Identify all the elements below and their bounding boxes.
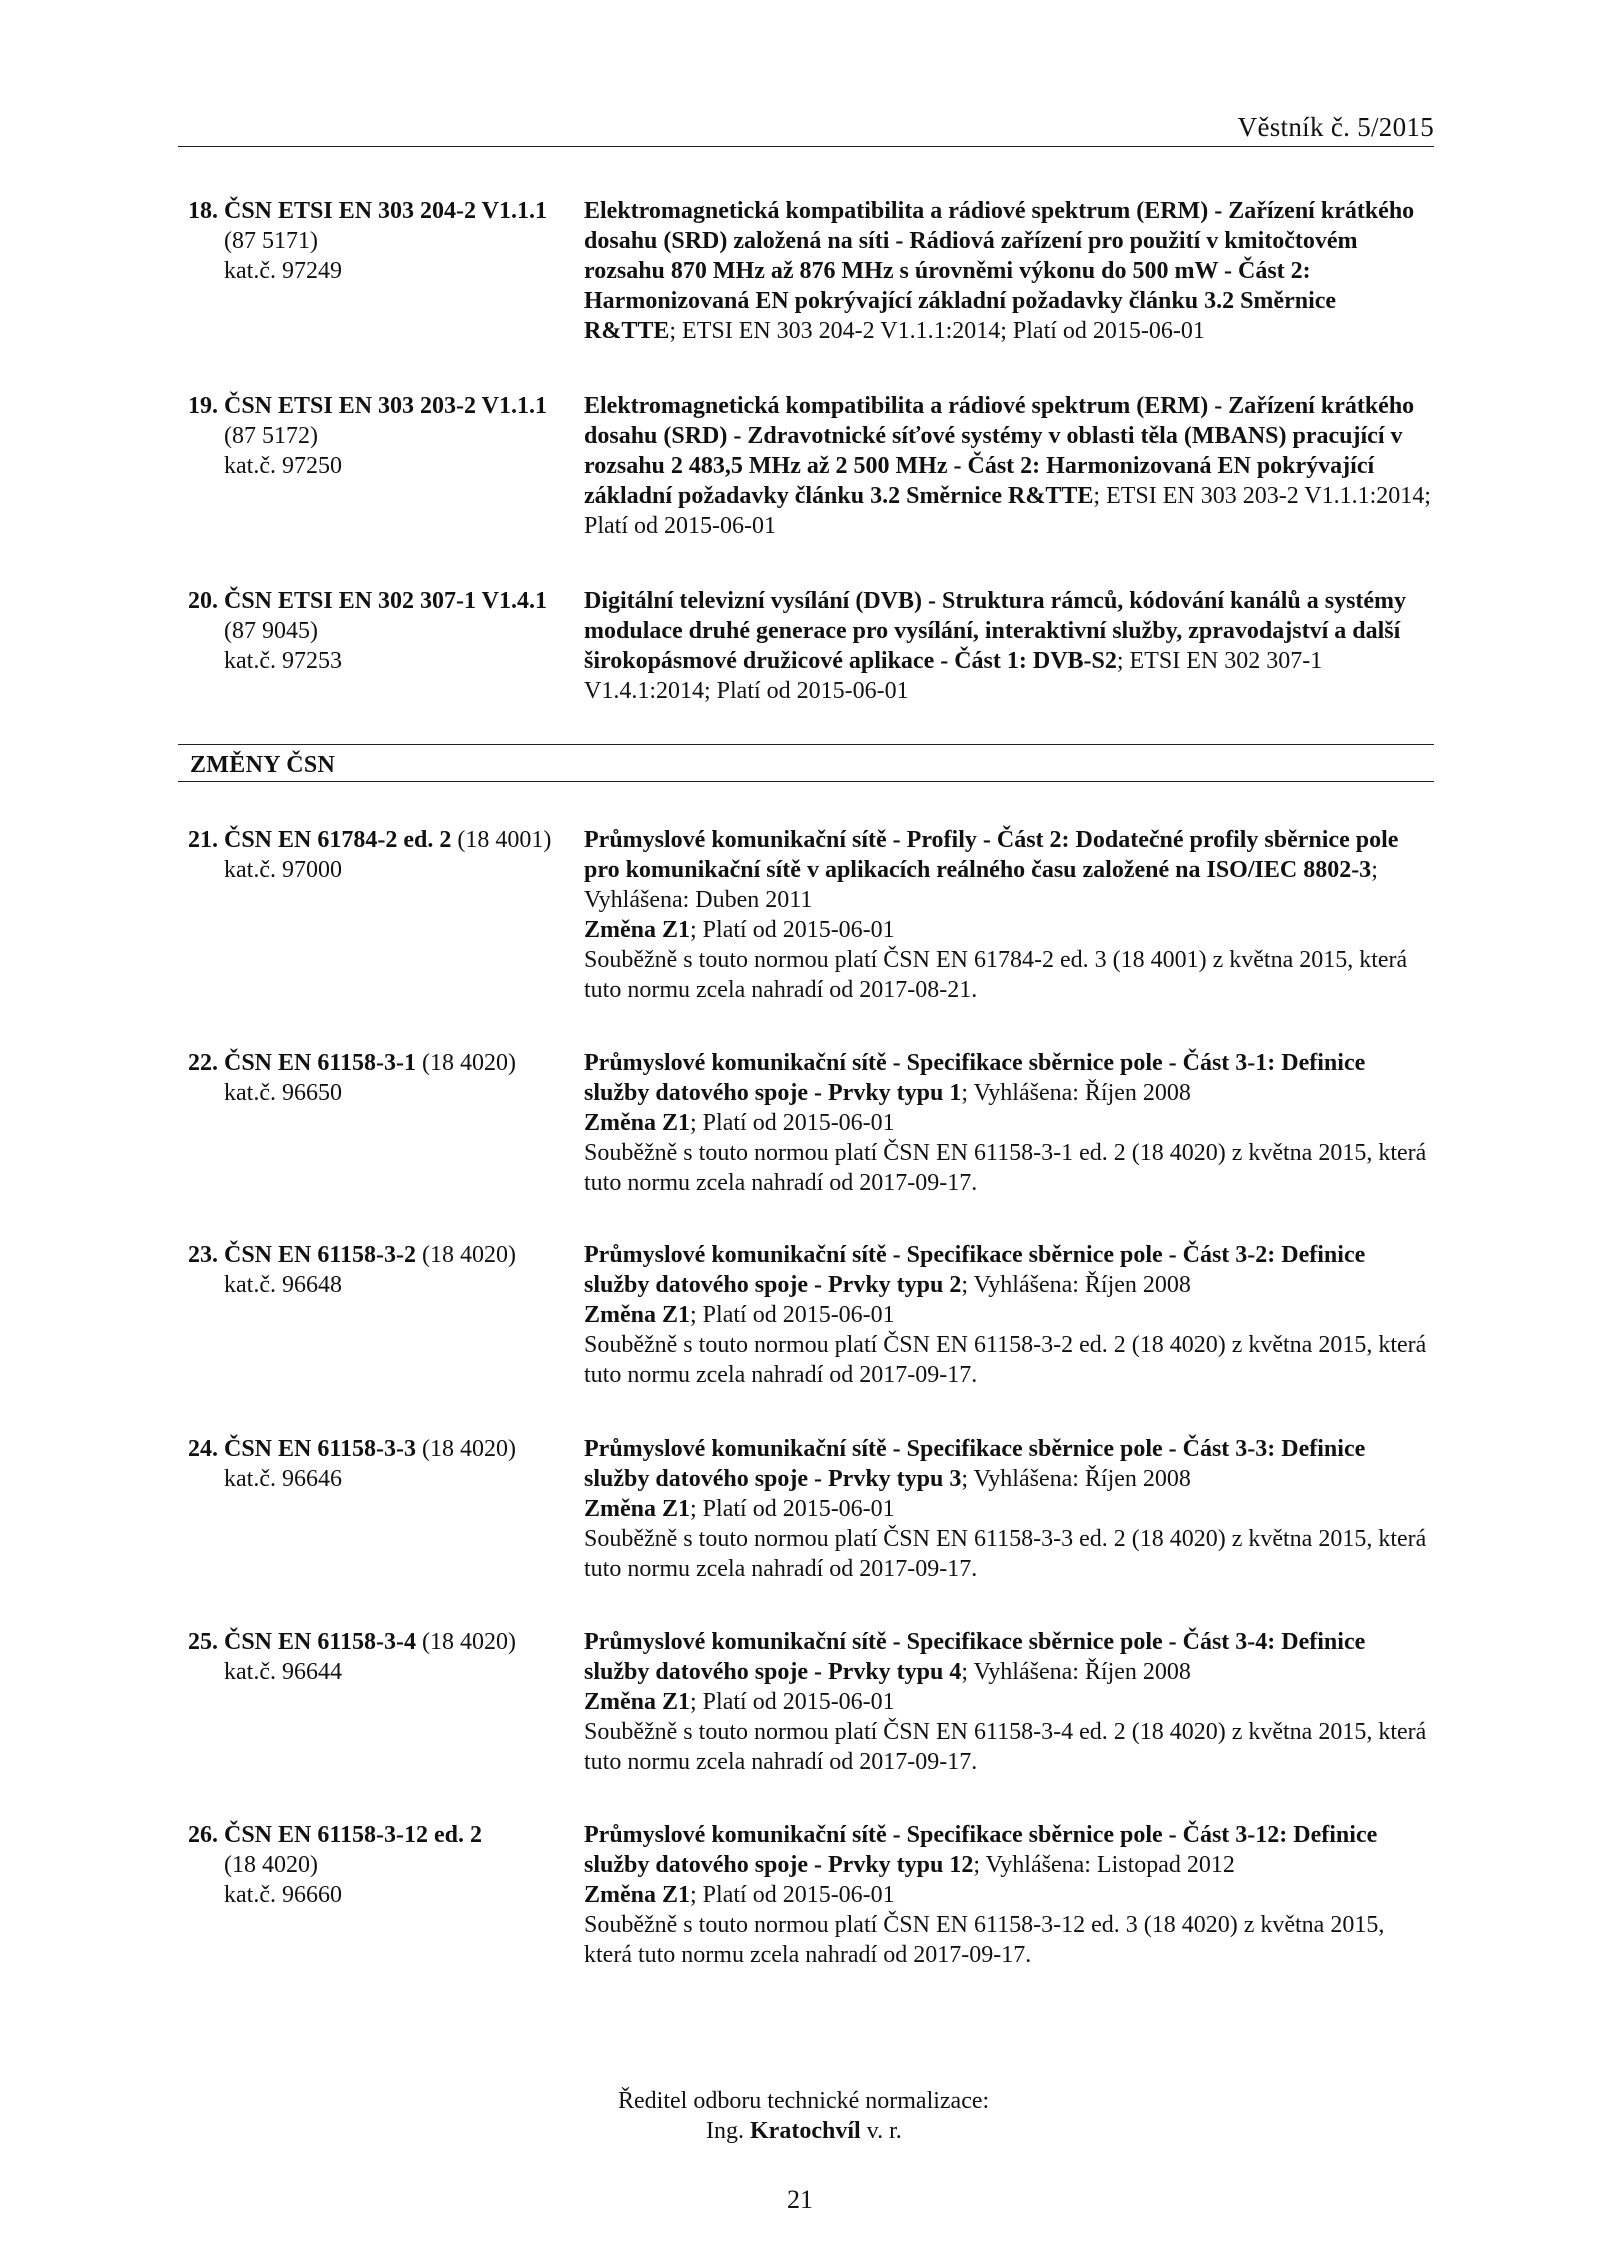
entry-description — [584, 196, 1434, 346]
entry-identifier — [188, 196, 588, 286]
catalog-number: kat.č. 96660 — [224, 1882, 342, 1908]
catalog-number: kat.č. 97000 — [224, 857, 342, 883]
valid-from: ; Platí od 2015-06-01 — [690, 1302, 895, 1328]
catalog-number: kat.č. 96644 — [224, 1659, 342, 1685]
entry-number: 20. — [188, 588, 218, 614]
entry-identifier — [188, 391, 588, 481]
catalog-number: kat.č. 96648 — [224, 1272, 342, 1298]
entry-description — [584, 1627, 1434, 1777]
change-label: Změna Z1 — [584, 1496, 691, 1522]
class-number: (18 4020) — [224, 1852, 318, 1878]
catalog-number: kat.č. 97249 — [224, 258, 342, 284]
entry-number: 22. — [188, 1050, 218, 1076]
entry-description — [584, 586, 1434, 706]
standard-title: Digitální televizní vysílání (DVB) - Struktura rámců, kódování kanálů a systémy modulace druhé generace pro vysílání, interaktivní služby, zpravodajství a další širokopásmové družicové aplikace - Část 1: DVB-S2 — [584, 588, 1407, 674]
standard-title: Elektromagnetická kompatibilita a rádiové spektrum (ERM) - Zařízení krátkého dosahu (SRD) založená na síti - Rádiová zařízení pro použití v kmitočtovém rozsahu 870 MHz až 876 MHz s úrovněmi výkonu do 500 mW - Část 2: Harmonizovaná EN pokrývající základní požadavky článku 3.2 Směrnice R&TTE — [584, 198, 1415, 344]
standard-details: ; ETSI EN 302 307-1 V1.4.1:2014; Platí od 2015-06-01 — [584, 648, 1323, 704]
replacement-note: Souběžně s touto normou platí ČSN EN 61158-3-2 ed. 2 (18 4020) z května 2015, která tuto normu zcela nahradí od 2017-09-17. — [584, 1332, 1427, 1388]
standard-title: Průmyslové komunikační sítě - Specifikace sběrnice pole - Část 3-1: Definice služby datového spoje - Prvky typu 1 — [584, 1050, 1366, 1106]
entry-description — [584, 1240, 1434, 1390]
journal-issue-title: Věstník č. 5/2015 — [1237, 112, 1434, 142]
announcement-date: ; Vyhlášena: Listopad 2012 — [973, 1852, 1235, 1878]
standard-code: ČSN EN 61158-3-1 — [224, 1050, 417, 1076]
standard-details: ; ETSI EN 303 204-2 V1.1.1:2014; Platí od 2015-06-01 — [669, 318, 1205, 344]
entry-number: 18. — [188, 198, 218, 224]
signatory-name-line — [618, 2116, 1118, 2146]
entry-description — [584, 391, 1434, 541]
entry-identifier — [188, 1434, 588, 1494]
valid-from: ; Platí od 2015-06-01 — [690, 1689, 895, 1715]
standard-code: ČSN EN 61158-3-12 ed. 2 — [224, 1822, 483, 1848]
change-label: Změna Z1 — [584, 1302, 691, 1328]
entry-number: 21. — [188, 827, 218, 853]
standard-code: ČSN EN 61784-2 ed. 2 — [224, 827, 452, 853]
entry-number: 23. — [188, 1242, 218, 1268]
standard-title: Průmyslové komunikační sítě - Specifikace sběrnice pole - Část 3-12: Definice služby datového spoje - Prvky typu 12 — [584, 1822, 1378, 1878]
signatory-suffix: v. r. — [860, 2118, 902, 2144]
announcement-date: ; Vyhlášena: Říjen 2008 — [961, 1466, 1191, 1492]
entry-identifier — [188, 1240, 588, 1300]
entry-description — [584, 1434, 1434, 1584]
class-number: (18 4001) — [457, 827, 552, 853]
valid-from: ; Platí od 2015-06-01 — [690, 1110, 895, 1136]
signatory-name: Kratochvíl — [750, 2118, 861, 2144]
replacement-note: Souběžně s touto normou platí ČSN EN 61158-3-12 ed. 3 (18 4020) z května 2015, která tuto normu zcela nahradí od 2017-09-17. — [584, 1912, 1385, 1968]
valid-from: ; Platí od 2015-06-01 — [690, 1882, 895, 1908]
announcement-date: ; Vyhlášena: Říjen 2008 — [961, 1272, 1191, 1298]
entry-description — [584, 825, 1434, 1005]
standard-title: Elektromagnetická kompatibilita a rádiové spektrum (ERM) - Zařízení krátkého dosahu (SRD) - Zdravotnické síťové systémy v oblasti těla (MBANS) pracující v rozsahu 2 483,5 MHz až 2 500 MHz - Část 2: Harmonizovaná EN pokrývající základní požadavky článku 3.2 Směrnice R&TTE — [584, 393, 1415, 509]
standard-code: ČSN ETSI EN 303 204-2 V1.1.1 — [224, 198, 547, 224]
standard-title: Průmyslové komunikační sítě - Specifikace sběrnice pole - Část 3-3: Definice služby datového spoje - Prvky typu 3 — [584, 1436, 1366, 1492]
entry-number: 26. — [188, 1822, 218, 1848]
replacement-note: Souběžně s touto normou platí ČSN EN 61158-3-1 ed. 2 (18 4020) z května 2015, která tuto normu zcela nahradí od 2017-09-17. — [584, 1140, 1427, 1196]
entry-identifier — [188, 1627, 588, 1687]
entry-description — [584, 1048, 1434, 1198]
standard-code: ČSN EN 61158-3-2 — [224, 1242, 417, 1268]
standard-code: ČSN EN 61158-3-3 — [224, 1436, 417, 1462]
class-number: (87 5172) — [224, 423, 318, 449]
replacement-note: Souběžně s touto normou platí ČSN EN 61158-3-4 ed. 2 (18 4020) z května 2015, která tuto normu zcela nahradí od 2017-09-17. — [584, 1719, 1427, 1775]
signature-block — [618, 2086, 1118, 2146]
change-label: Změna Z1 — [584, 1689, 691, 1715]
class-number: (18 4020) — [422, 1629, 516, 1655]
class-number: (87 5171) — [224, 228, 318, 254]
section-header — [178, 744, 1434, 782]
standard-code: ČSN EN 61158-3-4 — [224, 1629, 417, 1655]
valid-from: ; Platí od 2015-06-01 — [690, 1496, 895, 1522]
standard-code: ČSN ETSI EN 303 203-2 V1.1.1 — [224, 393, 547, 419]
announcement-date: ; Vyhlášena: Duben 2011 — [584, 857, 1378, 913]
standard-title: Průmyslové komunikační sítě - Specifikace sběrnice pole - Část 3-4: Definice služby datového spoje - Prvky typu 4 — [584, 1629, 1366, 1685]
change-label: Změna Z1 — [584, 1110, 691, 1136]
catalog-number: kat.č. 97250 — [224, 453, 342, 479]
entry-identifier — [188, 586, 588, 676]
standard-code: ČSN ETSI EN 302 307-1 V1.4.1 — [224, 588, 547, 614]
catalog-number: kat.č. 96650 — [224, 1080, 342, 1106]
class-number: (18 4020) — [422, 1050, 516, 1076]
class-number: (18 4020) — [422, 1436, 516, 1462]
entry-identifier — [188, 1820, 588, 1910]
entry-identifier — [188, 825, 588, 885]
section-title: ZMĚNY ČSN — [190, 752, 336, 778]
page-number: 21 — [787, 2185, 813, 2214]
replacement-note: Souběžně s touto normou platí ČSN EN 61158-3-3 ed. 2 (18 4020) z května 2015, která tuto normu zcela nahradí od 2017-09-17. — [584, 1526, 1427, 1582]
announcement-date: ; Vyhlášena: Říjen 2008 — [961, 1659, 1191, 1685]
class-number: (18 4020) — [422, 1242, 516, 1268]
standard-details: ; ETSI EN 303 203-2 V1.1.1:2014; Platí od 2015-06-01 — [584, 483, 1431, 539]
change-label: Změna Z1 — [584, 1882, 691, 1908]
class-number: (87 9045) — [224, 618, 318, 644]
entry-description — [584, 1820, 1434, 1970]
entry-identifier — [188, 1048, 588, 1108]
signatory-title: Ing. — [706, 2118, 750, 2144]
change-label: Změna Z1 — [584, 917, 691, 943]
entry-number: 19. — [188, 393, 218, 419]
signatory-role: Ředitel odboru technické normalizace: — [618, 2088, 990, 2114]
valid-from: ; Platí od 2015-06-01 — [690, 917, 895, 943]
announcement-date: ; Vyhlášena: Říjen 2008 — [961, 1080, 1191, 1106]
page-header — [178, 110, 1434, 147]
replacement-note: Souběžně s touto normou platí ČSN EN 61784-2 ed. 3 (18 4001) z května 2015, která tuto normu zcela nahradí od 2017-08-21. — [584, 947, 1408, 1003]
standard-title: Průmyslové komunikační sítě - Specifikace sběrnice pole - Část 3-2: Definice služby datového spoje - Prvky typu 2 — [584, 1242, 1366, 1298]
catalog-number: kat.č. 96646 — [224, 1466, 342, 1492]
entry-number: 24. — [188, 1436, 218, 1462]
entry-number: 25. — [188, 1629, 218, 1655]
standard-title: Průmyslové komunikační sítě - Profily - Část 2: Dodatečné profily sběrnice pole pro komunikační sítě v aplikacích reálného času založené na ISO/IEC 8802-3 — [584, 827, 1399, 883]
catalog-number: kat.č. 97253 — [224, 648, 342, 674]
